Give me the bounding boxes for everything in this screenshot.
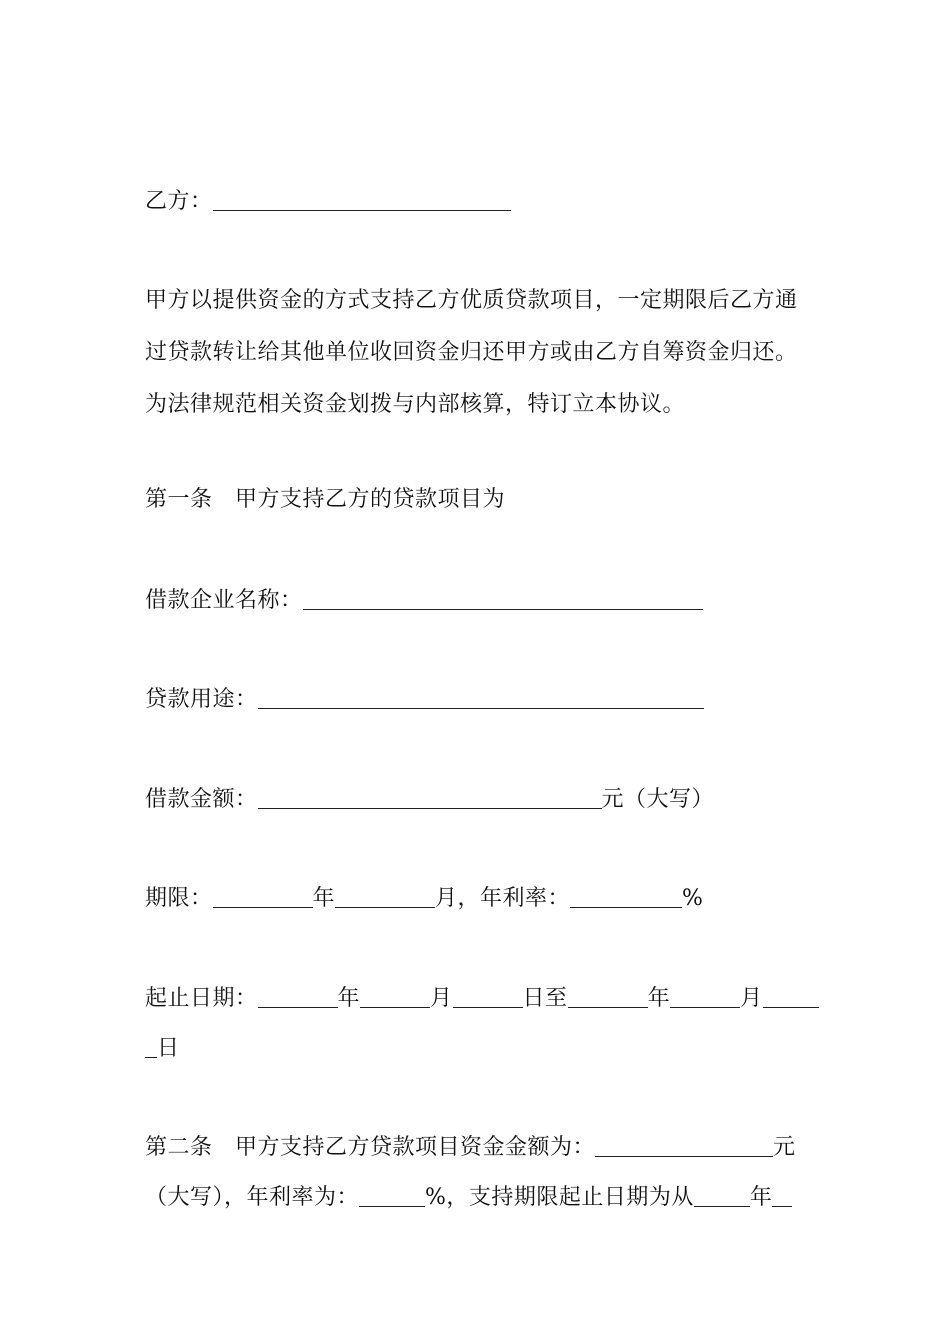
preamble-line-3: 为法律规范相关资金划拨与内部核算，特订立本协议。 [145, 392, 686, 417]
interest-rate-blank[interactable] [570, 885, 682, 908]
support-rate-blank[interactable] [359, 1184, 425, 1207]
start-year-blank[interactable] [258, 985, 338, 1008]
article2-line-1 [145, 1133, 796, 1163]
term-year-unit: 年 [312, 886, 336, 911]
dates-line-cont [145, 1034, 180, 1064]
party-b-label: 乙方： [145, 189, 213, 214]
dates-line [145, 984, 819, 1014]
article2-line-2 [145, 1183, 792, 1213]
preamble-line-2: 过贷款转让给其他单位收回资金归还甲方或由乙方自筹资金归还。 [145, 340, 798, 365]
support-start-year-unit: 年 [749, 1185, 773, 1210]
article1-heading: 第一条 甲方支持乙方的贷款项目为 [145, 487, 506, 512]
party-b-blank[interactable] [213, 188, 511, 211]
dates-label: 起止日期： [145, 986, 258, 1011]
borrower-name-label: 借款企业名称： [145, 588, 303, 613]
percent-sign: % [682, 886, 704, 911]
borrower-name-blank[interactable] [303, 587, 703, 610]
loan-amount-line [145, 785, 714, 815]
term-month-blank[interactable] [335, 885, 435, 908]
support-amount-blank[interactable] [595, 1134, 773, 1157]
borrower-name-line [145, 586, 703, 616]
end-month-unit: 月 [740, 986, 763, 1011]
start-year-unit: 年 [337, 986, 361, 1011]
article2-period-label: %，支持期限起止日期为从 [425, 1185, 694, 1210]
end-day-blank-b[interactable] [145, 1035, 157, 1058]
term-month-rate-label: 月，年利率： [435, 886, 571, 911]
loan-amount-label: 借款金额： [145, 787, 258, 812]
end-month-blank[interactable] [670, 985, 740, 1008]
end-year-blank[interactable] [568, 985, 648, 1008]
preamble-line-1: 甲方以提供资金的方式支持乙方优质贷款项目，一定期限后乙方通 [145, 288, 798, 313]
end-day-blank-a[interactable] [763, 985, 819, 1008]
start-day-blank[interactable] [453, 985, 523, 1008]
loan-purpose-blank[interactable] [258, 686, 704, 709]
loan-amount-blank[interactable] [258, 786, 602, 809]
article2-capital-rate-label: （大写），年利率为： [145, 1185, 360, 1210]
loan-amount-suffix: 元（大写） [601, 787, 715, 812]
support-amount-unit: 元 [773, 1135, 796, 1160]
party-b-line [145, 187, 511, 217]
start-day-to: 日至 [522, 986, 568, 1011]
loan-purpose-line [145, 685, 704, 715]
term-line [145, 884, 703, 914]
end-year-unit: 年 [647, 986, 671, 1011]
support-start-year-blank[interactable] [694, 1184, 750, 1207]
support-start-month-blank[interactable] [772, 1184, 792, 1207]
article2-heading: 第二条 甲方支持乙方贷款项目资金金额为： [145, 1135, 596, 1160]
term-year-blank[interactable] [213, 885, 313, 908]
start-month-unit: 月 [430, 986, 453, 1011]
term-label: 期限： [145, 886, 213, 911]
start-month-blank[interactable] [360, 985, 430, 1008]
loan-purpose-label: 贷款用途： [145, 687, 258, 712]
end-day-unit: 日 [157, 1036, 180, 1061]
